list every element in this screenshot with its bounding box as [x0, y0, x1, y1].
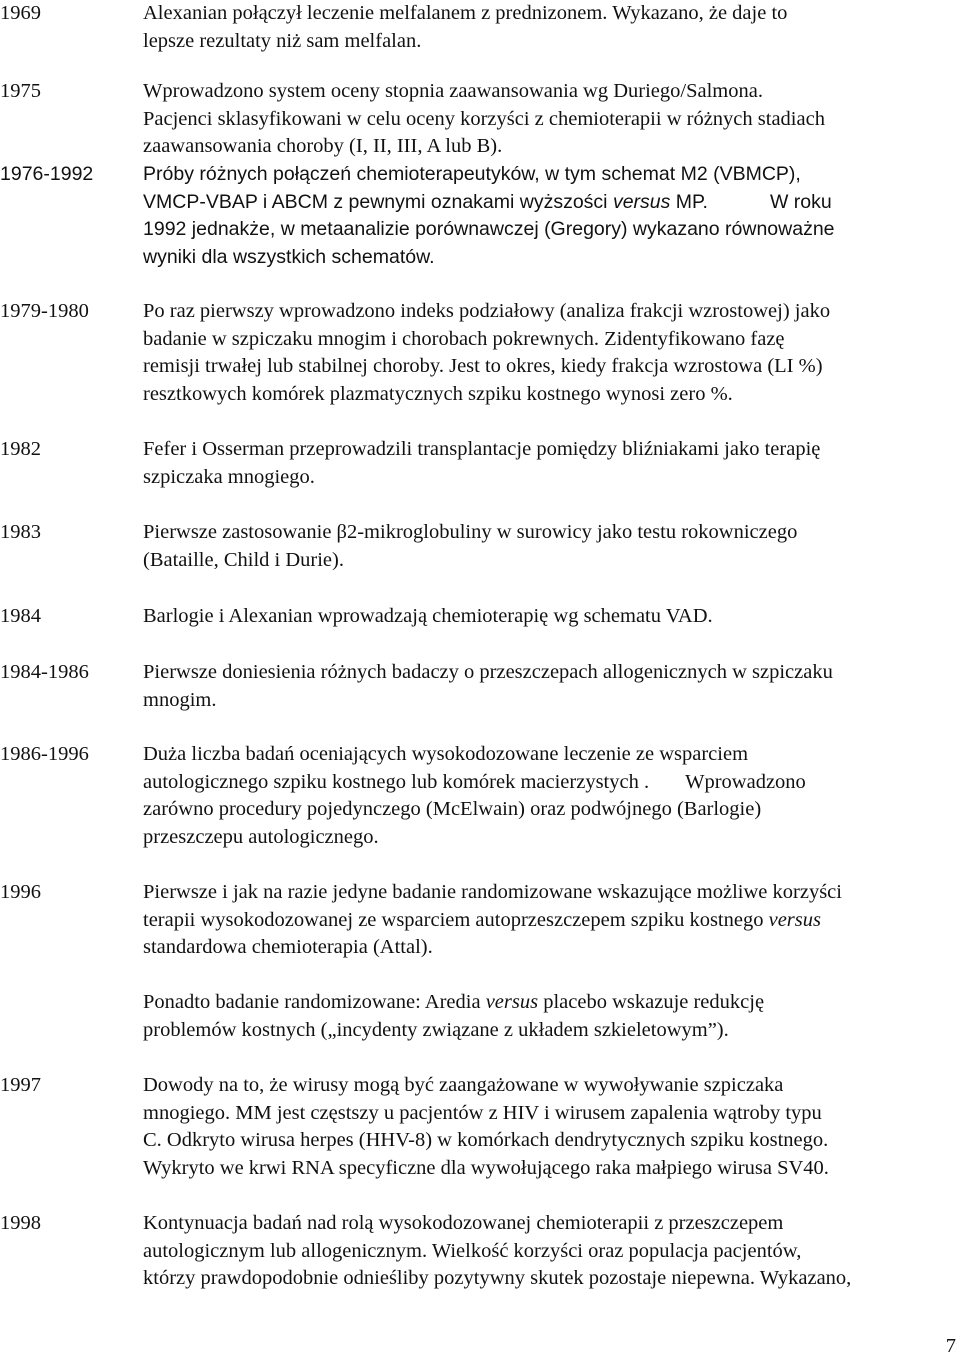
text-line: Pierwsze doniesienia różnych badaczy o przeszczepach allogenicznych w szpiczaku [143, 661, 833, 683]
entry-text [143, 741, 958, 851]
text-line: Pierwsze i jak na razie jedyne badanie randomizowane wskazujące możliwe korzyści [143, 881, 842, 903]
text-segment: autologicznego szpiku kostnego lub komórek macierzystych . [143, 770, 650, 793]
text-segment: terapii wysokodozowanej ze wsparciem autoprzeszczepem szpiku kostnego [143, 908, 764, 931]
entry-text [143, 298, 958, 408]
entry-text [143, 879, 958, 962]
text-line [143, 769, 958, 797]
text-line: szpiczaka mnogiego. [143, 465, 315, 488]
text-line: Dowody na to, że wirusy mogą być zaangażowane w wywoływanie szpiczaka [143, 1074, 784, 1096]
entry-text [143, 161, 958, 271]
entry-text [143, 519, 958, 574]
text-line: Fefer i Osserman przeprowadzili transplantacje pomiędzy bliźniakami jako terapię [143, 438, 821, 460]
text-line: zarówno procedury pojedynczego (McElwain) oraz podwójnego (Barlogie) [143, 798, 762, 820]
text-line: standardowa chemioterapia (Attal). [143, 936, 433, 958]
year-label: 1984-1986 [0, 661, 89, 683]
text-segment: Ponadto badanie randomizowane: Aredia [143, 991, 481, 1013]
text-line [143, 989, 958, 1017]
text-line: resztkowych komórek plazmatycznych szpiku kostnego wynosi zero %. [143, 382, 733, 405]
entry-text [143, 603, 958, 631]
text-line: Pacjenci sklasyfikowani w celu oceny korzyści z chemioterapii w różnych stadiach [143, 107, 825, 130]
text-line: Wprowadzono system oceny stopnia zaawansowania wg Duriego/Salmona. [143, 80, 763, 102]
text-line [143, 189, 958, 217]
text-segment: Wprowadzono [685, 770, 806, 793]
italic-term: versus [612, 190, 671, 213]
entry-text-continued [143, 989, 958, 1044]
text-line: 1992 jednakże, w metaanalizie porównawczej (Gregory) wykazano równoważne [143, 218, 835, 240]
entry-text [143, 78, 958, 161]
text-line: Po raz pierwszy wprowadzono indeks podziałowy (analiza frakcji wzrostowej) jako [143, 300, 831, 322]
text-line: którzy prawdopodobnie odnieśliby pozytywny skutek pozostaje niepewna. Wykazano, [143, 1267, 852, 1289]
text-line: Wykryto we krwi RNA specyficzne dla wywołującego raka małpiego wirusa SV40. [143, 1156, 829, 1179]
text-line: mnogiego. MM jest częstszy u pacjentów z HIV i wirusem zapalenia wątroby typu [143, 1101, 822, 1124]
text-line: (Bataille, Child i Durie). [143, 548, 344, 571]
text-line: Barlogie i Alexanian wprowadzają chemioterapię wg schematu VAD. [143, 605, 713, 627]
year-label: 1975 [0, 80, 41, 102]
italic-term: versus [485, 991, 539, 1013]
year-label: 1979-1980 [0, 300, 89, 322]
year-label: 1982 [0, 438, 41, 460]
entry-text [143, 659, 958, 714]
text-segment: MP. [675, 190, 708, 213]
italic-term: versus [768, 908, 821, 931]
entry-text [143, 1072, 958, 1182]
text-line: lepsze rezultaty niż sam melfalan. [143, 29, 422, 52]
year-label: 1983 [0, 521, 41, 543]
entry-text [143, 436, 958, 491]
year-label: 1986-1996 [0, 743, 89, 765]
text-line: Duża liczba badań oceniających wysokodozowane leczenie ze wsparciem [143, 743, 749, 765]
text-line: remisji trwałej lub stabilnej choroby. Jest to okres, kiedy frakcja wzrostowa (LI %) [143, 355, 823, 377]
text-line: Próby różnych połączeń chemioterapeutyków, w tym schemat M2 (VBMCP), [143, 163, 801, 185]
text-line: wyniki dla wszystkich schematów. [143, 245, 435, 268]
page-number: 7 [945, 1335, 956, 1357]
text-line: autologicznym lub allogenicznym. Wielkość korzyści oraz populacja pacjentów, [143, 1239, 802, 1262]
year-label: 1997 [0, 1074, 41, 1096]
year-label: 1998 [0, 1212, 41, 1234]
text-segment: VMCP-VBAP i ABCM z pewnymi oznakami wyższości [143, 190, 608, 213]
text-line: przeszczepu autologicznego. [143, 825, 379, 848]
text-line: badanie w szpiczaku mnogim i chorobach pokrewnych. Zidentyfikowano fazę [143, 327, 785, 350]
year-label: 1969 [0, 2, 41, 24]
text-line: mnogim. [143, 688, 217, 711]
text-segment: placebo wskazuje redukcję [543, 991, 765, 1013]
text-line: problemów kostnych („incydenty związane z układem szkieletowym”). [143, 1018, 729, 1041]
text-line: Alexanian połączył leczenie melfalanem z prednizonem. Wykazano, że daje to [143, 2, 788, 24]
entry-text [143, 0, 958, 55]
text-line [143, 907, 958, 935]
text-line: C. Odkryto wirusa herpes (HHV-8) w komórkach dendrytycznych szpiku kostnego. [143, 1129, 829, 1151]
text-line: Kontynuacja badań nad rolą wysokodozowanej chemioterapii z przeszczepem [143, 1212, 784, 1234]
text-line: zaawansowania choroby (I, II, III, A lub B). [143, 135, 503, 157]
year-label: 1996 [0, 881, 41, 903]
text-segment: W roku [769, 190, 832, 213]
year-label: 1976-1992 [0, 163, 94, 185]
entry-text [143, 1210, 958, 1293]
text-line: Pierwsze zastosowanie β2-mikroglobuliny w surowicy jako testu rokowniczego [143, 521, 798, 543]
year-label: 1984 [0, 605, 41, 627]
